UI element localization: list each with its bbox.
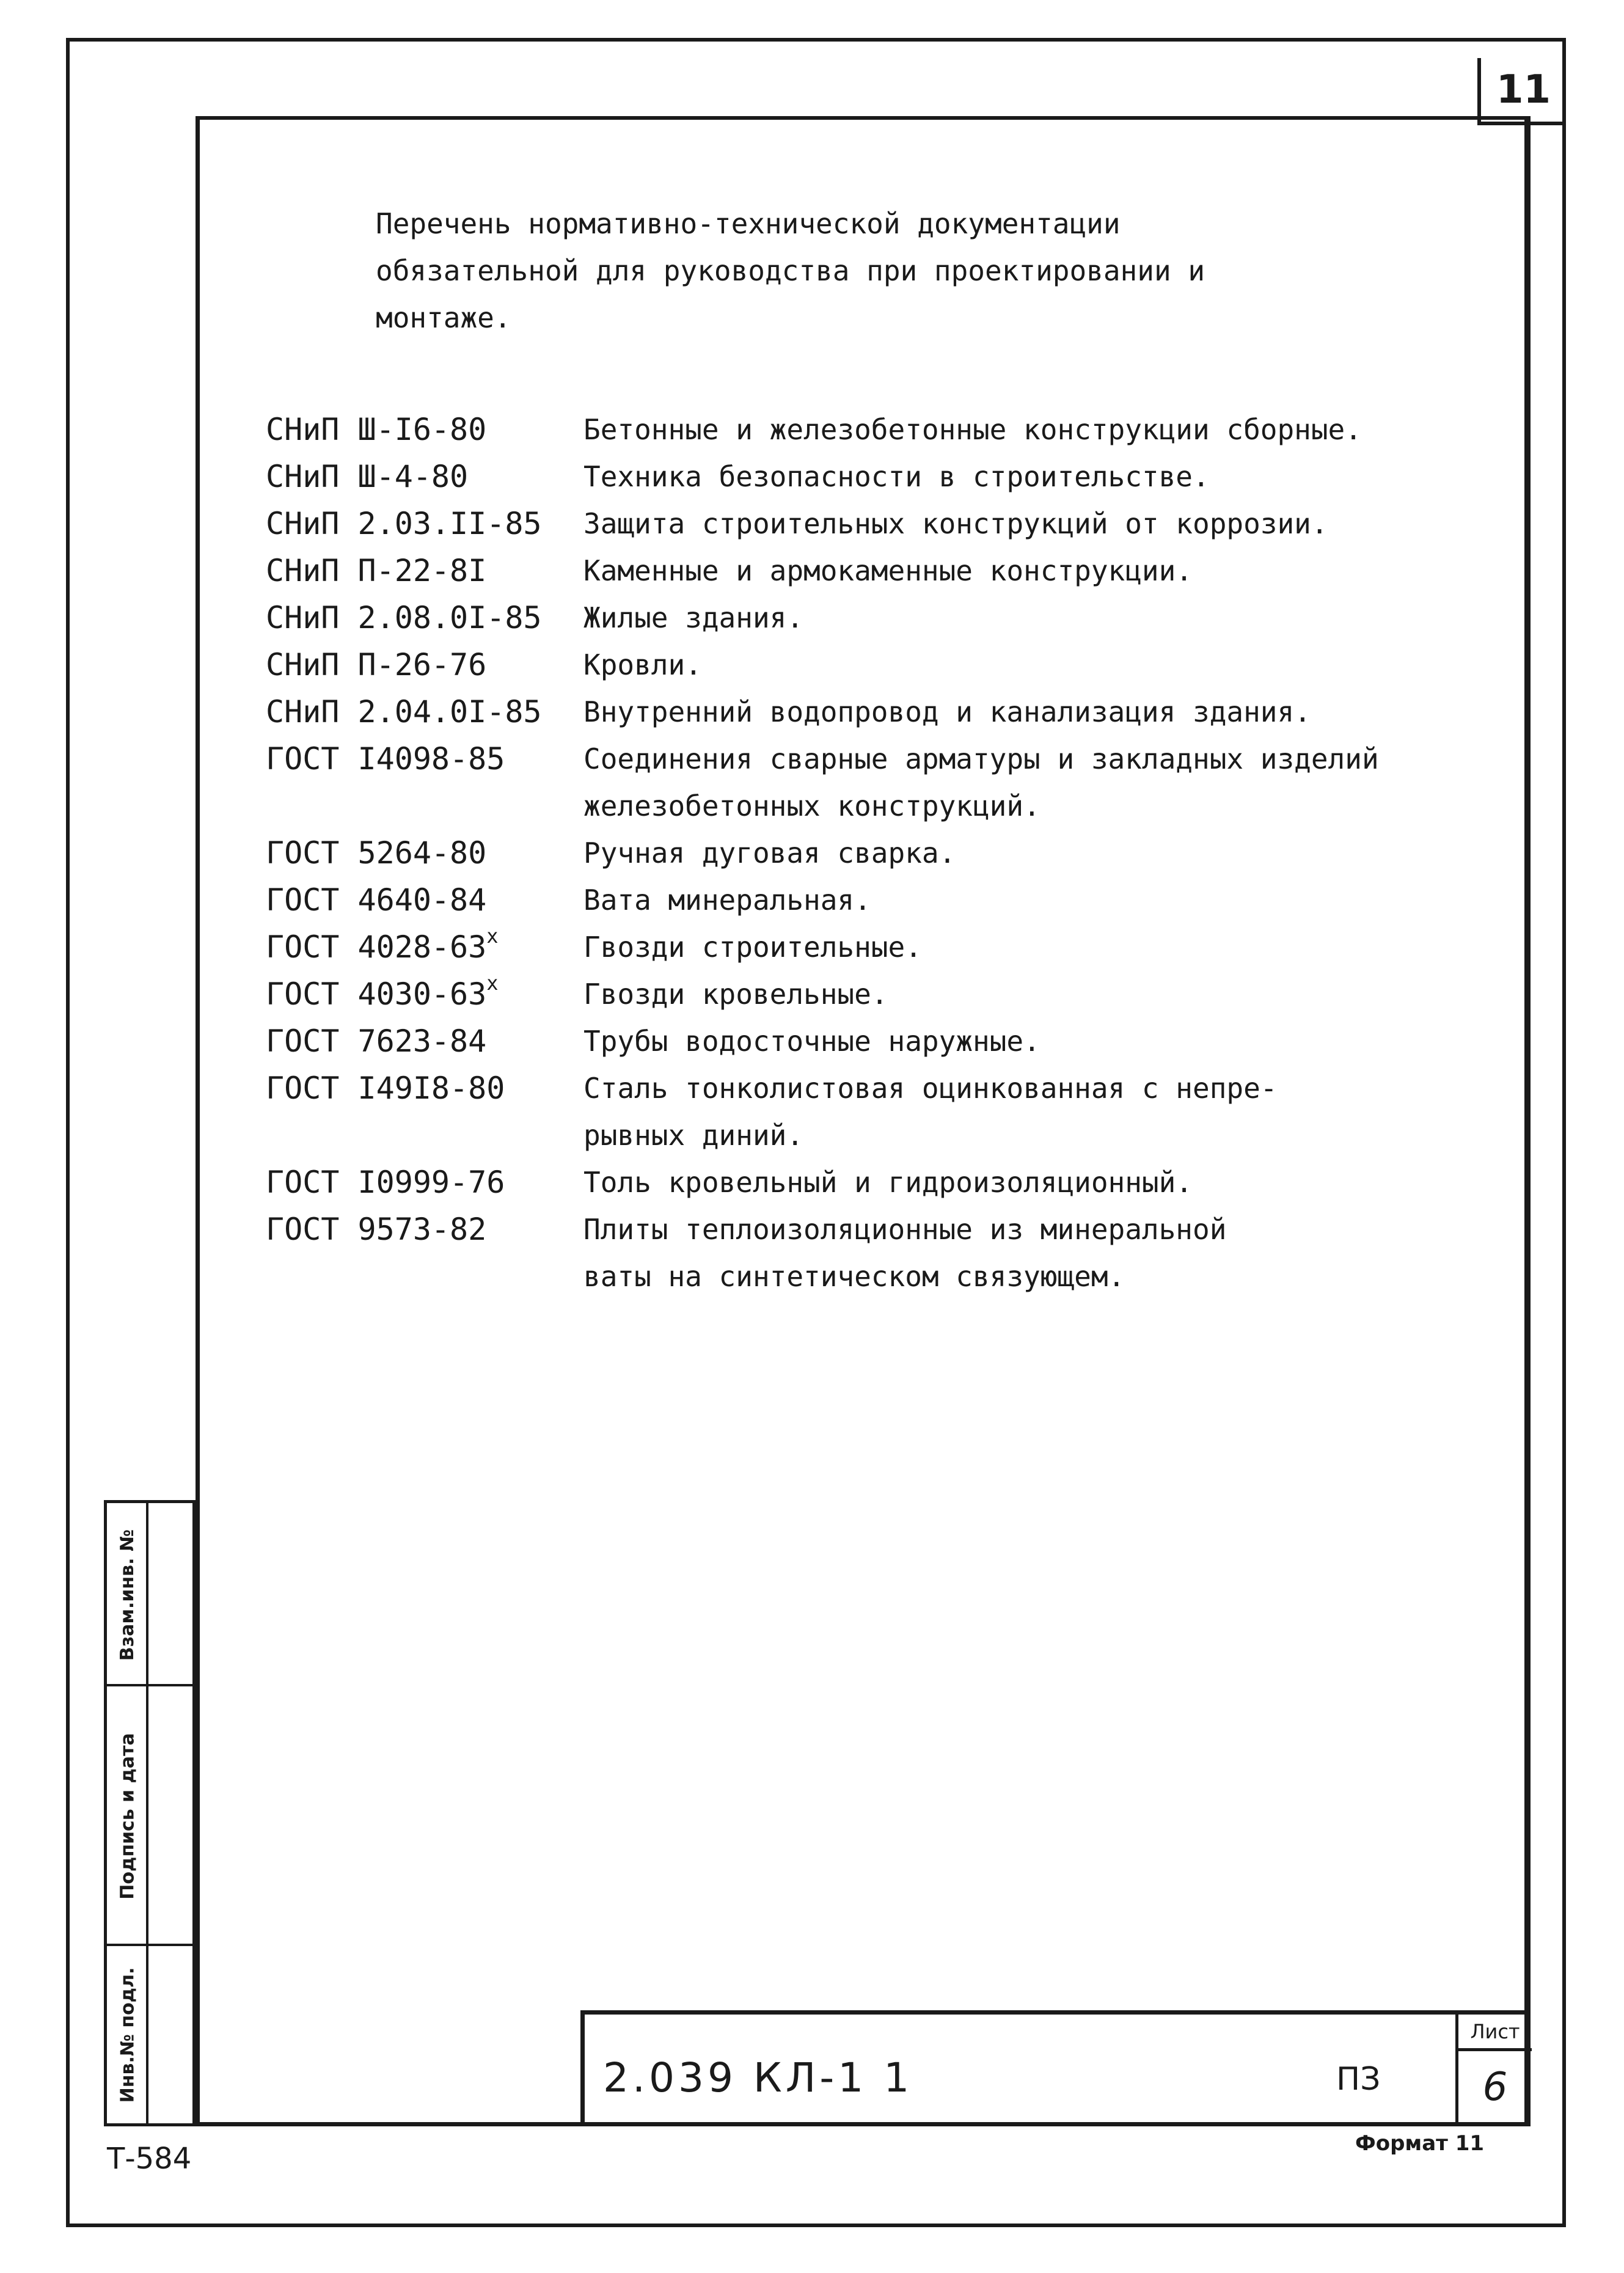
format-label: Формат 11 — [1355, 2131, 1485, 2156]
reference-title: Соединения сварные арматуры и закладных изделий железобетонных конструкций. — [583, 742, 1379, 822]
reference-row — [266, 736, 1488, 830]
reference-code — [266, 924, 583, 971]
reference-row — [266, 924, 1488, 971]
reference-title: Плиты теплоизоляционные из минеральной ваты на синтетическом связующем. — [583, 1213, 1227, 1293]
reference-row — [266, 453, 1488, 500]
reference-code-sup: x — [486, 972, 499, 995]
reference-title: Сталь тонколистовая оцинкованная с непре- рывных диний. — [583, 1072, 1278, 1152]
reference-row — [266, 971, 1488, 1018]
reference-list — [266, 406, 1488, 1300]
reference-code: ГОСТ I49I8-80 — [266, 1071, 505, 1106]
inner-frame-right-line — [1524, 116, 1527, 2126]
document-designation: 2.039 КЛ-1 1 — [603, 2054, 913, 2101]
reference-code: ГОСТ I0999-76 — [266, 1165, 505, 1200]
reference-code-sup: x — [486, 924, 499, 948]
reference-row — [266, 406, 1488, 453]
reference-title: Вата минеральная. — [583, 884, 871, 917]
reference-title: Кровли. — [583, 648, 702, 681]
reference-row — [266, 595, 1488, 642]
stamp-label-inv: Инв.№ подл. — [117, 1967, 139, 2103]
reference-code: ГОСТ 5264-80 — [266, 835, 487, 871]
stamp-label-vzam: Взам.инв. № — [117, 1529, 139, 1661]
reference-row — [266, 547, 1488, 595]
document-heading: Перечень нормативно-технической документации обязательной для руководства при проектировании и монтаже. — [376, 207, 1205, 334]
reference-title: Бетонные и железобетонные конструкции сборные. — [583, 413, 1362, 446]
reference-row — [266, 642, 1488, 689]
side-stamp — [104, 1500, 196, 2126]
reference-row — [266, 1065, 1488, 1159]
drawing-code: Т-584 — [107, 2142, 192, 2176]
reference-code: ГОСТ I4098-85 — [266, 741, 505, 777]
reference-row — [266, 689, 1488, 736]
reference-row — [266, 1018, 1488, 1065]
sheet-number: 6 — [1482, 2065, 1508, 2110]
reference-title: Гвозди строительные. — [583, 931, 922, 964]
reference-code: ГОСТ 9573-82 — [266, 1212, 487, 1247]
reference-code: СНиП Ш-I6-80 — [266, 412, 487, 447]
reference-code: СНиП Ш-4-80 — [266, 459, 469, 494]
reference-title: Защита строительных конструкций от коррозии. — [583, 507, 1328, 540]
reference-title: Трубы водосточные наружные. — [583, 1025, 1041, 1058]
reference-title: Техника безопасности в строительстве. — [583, 460, 1210, 493]
reference-title: Толь кровельный и гидроизоляционный. — [583, 1166, 1193, 1199]
reference-code: СНиП 2.08.0I-85 — [266, 600, 542, 635]
reference-code-text: ГОСТ 4030-63 — [266, 976, 487, 1012]
sheet-label: Лист — [1458, 2015, 1532, 2051]
sheet-box — [1455, 2015, 1532, 2126]
reference-code — [266, 971, 583, 1018]
title-block — [580, 2010, 1531, 2126]
reference-code: СНиП 2.04.0I-85 — [266, 694, 542, 730]
reference-code: ГОСТ 7623-84 — [266, 1023, 487, 1059]
reference-row — [266, 830, 1488, 877]
reference-title: Жилые здания. — [583, 601, 804, 634]
reference-code: СНиП П-22-8I — [266, 553, 487, 588]
reference-code: СНиП П-26-76 — [266, 647, 487, 683]
reference-row — [266, 500, 1488, 547]
reference-row — [266, 1159, 1488, 1206]
top-sheet-number: 11 — [1477, 58, 1566, 125]
reference-title: Ручная дуговая сварка. — [583, 836, 956, 869]
reference-code: ГОСТ 4640-84 — [266, 882, 487, 918]
reference-title: Гвозди кровельные. — [583, 978, 888, 1011]
document-code: ПЗ — [1336, 2061, 1381, 2098]
reference-row — [266, 1206, 1488, 1300]
reference-title: Каменные и армокаменные конструкции. — [583, 554, 1193, 587]
reference-code: СНиП 2.03.II-85 — [266, 506, 542, 541]
reference-title: Внутренний водопровод и канализация здания. — [583, 695, 1311, 728]
reference-row — [266, 877, 1488, 924]
stamp-label-podpis: Подпись и дата — [117, 1733, 139, 1900]
reference-code-text: ГОСТ 4028-63 — [266, 929, 487, 965]
